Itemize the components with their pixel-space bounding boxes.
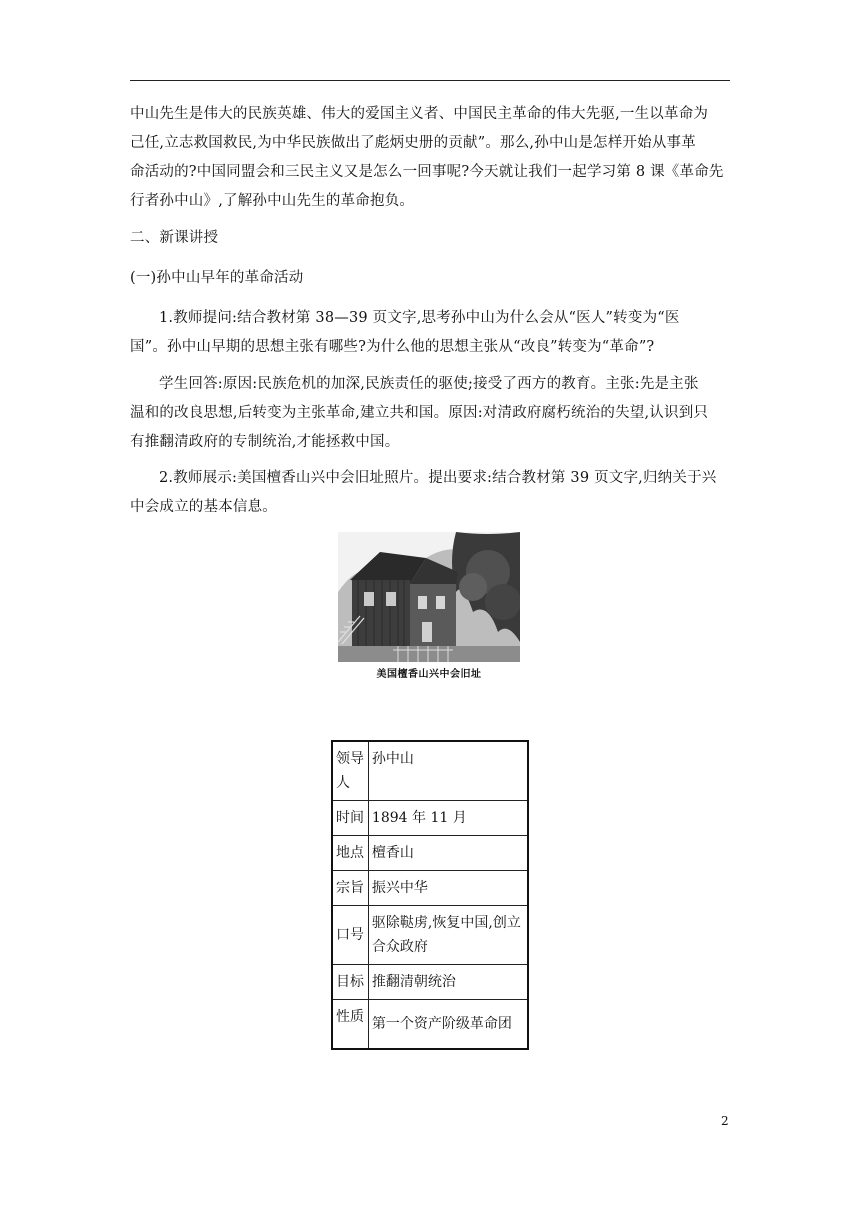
table-row	[332, 801, 528, 836]
xingzhonghui-info-table	[331, 740, 529, 1050]
row-value: 振兴中华	[368, 871, 528, 906]
historical-photo	[338, 532, 520, 682]
intro-paragraph	[130, 100, 730, 216]
row-key: 口号	[332, 906, 368, 965]
answer-line: 有推翻清政府的专制统治,才能拯救中国。	[130, 434, 400, 450]
table-row	[332, 871, 528, 906]
header-rule	[130, 80, 730, 81]
question-line: 1.教师提问:结合教材第 38—39 页文字,思考孙中山为什么会从“医人”转变为“医	[159, 310, 680, 326]
intro-line: 中山先生是伟大的民族英雄、伟大的爱国主义者、中国民主革命的伟大先驱,一生以革命为	[130, 106, 709, 122]
teacher-question-1	[130, 304, 730, 362]
row-value: 檀香山	[368, 836, 528, 871]
row-value: 孙中山	[368, 741, 528, 801]
teacher-display-2	[130, 464, 730, 522]
intro-line: 行者孙中山》,了解孙中山先生的革命抱负。	[130, 193, 415, 209]
section-heading: 二、新课讲授	[130, 230, 219, 246]
intro-line: 命活动的?中国同盟会和三民主义又是怎么一回事呢?今天就让我们一起学习第 8 课《革命先	[130, 164, 724, 180]
answer-line: 温和的改良思想,后转变为主张革命,建立共和国。原因:对清政府腐朽统治的失望,认识到只	[130, 405, 709, 421]
row-key: 领导人	[332, 741, 368, 801]
student-answer	[130, 370, 730, 457]
row-value: 1894 年 11 月	[368, 801, 528, 836]
table-row	[332, 906, 528, 965]
table-row	[332, 741, 528, 801]
row-key: 时间	[332, 801, 368, 836]
row-key: 宗旨	[332, 871, 368, 906]
row-value: 驱除鞑虏,恢复中国,创立合众政府	[368, 906, 528, 965]
row-key: 目标	[332, 965, 368, 1000]
intro-line: 己任,立志救国救民,为中华民族做出了彪炳史册的贡献”。那么,孙中山是怎样开始从事革	[130, 135, 696, 151]
table-row	[332, 836, 528, 871]
photo-caption: 美国檀香山兴中会旧址	[376, 669, 482, 680]
table-row	[332, 1000, 528, 1050]
subsection-heading: (一)孙中山早年的革命活动	[130, 270, 304, 286]
row-key: 性质	[332, 1000, 368, 1050]
answer-line: 学生回答:原因:民族危机的加深,民族责任的驱使;接受了西方的教育。主张:先是主张	[159, 376, 699, 392]
row-value: 推翻清朝统治	[368, 965, 528, 1000]
display-line: 2.教师展示:美国檀香山兴中会旧址照片。提出要求:结合教材第 39 页文字,归纳关于兴	[159, 470, 717, 486]
page-number: 2	[721, 1114, 729, 1128]
question-line: 国”。孙中山早期的思想主张有哪些?为什么他的思想主张从“改良”转变为“革命”?	[130, 339, 655, 355]
table-row	[332, 965, 528, 1000]
row-key: 地点	[332, 836, 368, 871]
row-value: 第一个资产阶级革命团	[368, 1000, 528, 1050]
xingzhonghui-site-photo	[338, 532, 520, 662]
display-line: 中会成立的基本信息。	[130, 499, 277, 515]
